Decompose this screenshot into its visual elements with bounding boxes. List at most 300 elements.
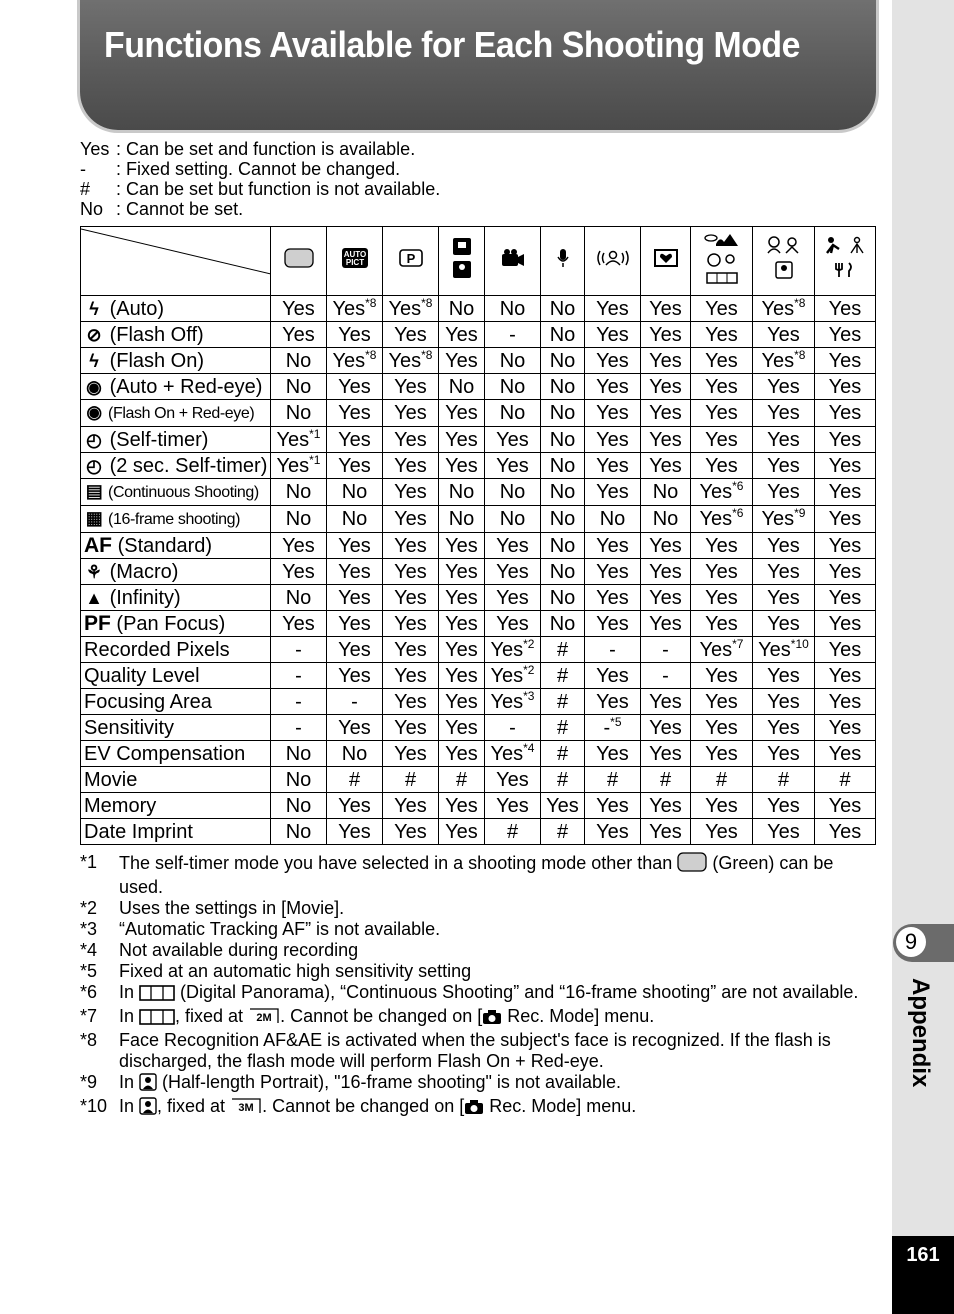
table-cell — [271, 767, 327, 793]
table-cell — [271, 348, 327, 374]
table-cell — [439, 506, 485, 533]
table-cell — [271, 533, 327, 559]
cell-value: Yes — [394, 742, 427, 765]
legend-text: : Fixed setting. Cannot be changed. — [116, 159, 401, 179]
row-label-text: Recorded Pixels — [84, 638, 230, 661]
table-cell — [815, 374, 876, 400]
footnote-text — [119, 1072, 875, 1096]
table-cell — [585, 715, 641, 741]
cell-value: Yes — [445, 454, 478, 477]
half-length-portrait-icon — [139, 1073, 157, 1096]
cell-value: Yes — [649, 534, 682, 557]
mode-column-header — [691, 227, 753, 296]
table-cell — [585, 479, 641, 506]
recorded-pixels-2m-icon — [248, 1007, 280, 1030]
table-row — [81, 322, 876, 348]
cell-value: Yes — [394, 375, 427, 398]
table-cell — [753, 453, 815, 479]
cell-value: Yes — [828, 534, 862, 557]
cell-value: Yes — [394, 481, 427, 503]
table-cell — [753, 819, 815, 845]
cell-value: No — [652, 508, 679, 530]
row-label-text: Memory — [84, 794, 157, 817]
af-standard-icon: AF — [84, 533, 112, 557]
landscape-flower-panorama-icon — [702, 230, 742, 292]
footnote-text-part: Fixed at an automatic high sensitivity setting — [119, 961, 472, 981]
table-cell — [327, 506, 383, 533]
table-cell — [753, 767, 815, 793]
row-label-text: Movie — [84, 768, 138, 791]
cell-value: Yes — [394, 716, 427, 739]
footnote-text-part: . Cannot be changed on [ — [280, 1006, 483, 1026]
table-cell — [541, 427, 585, 453]
cell-value: Yes — [546, 794, 579, 817]
table-cell — [585, 611, 641, 637]
table-cell — [641, 427, 691, 453]
pixel-badge-text: 2M — [256, 1012, 272, 1024]
cell-value: Yes — [445, 560, 478, 583]
cell-value: Yes — [699, 481, 733, 503]
cell-value: Yes — [649, 716, 682, 739]
footnote-ref: *6 — [732, 479, 744, 493]
cell-value: No — [285, 481, 312, 503]
cell-value: No — [285, 402, 312, 424]
table-cell — [641, 793, 691, 819]
table-cell — [691, 715, 753, 741]
cell-value: Yes — [338, 794, 371, 817]
mode-column-header — [271, 227, 327, 296]
table-cell — [753, 793, 815, 819]
footnote-text-part: Rec. Mode] menu. — [484, 1096, 637, 1116]
header-banner — [80, 0, 876, 130]
cell-value: No — [285, 375, 312, 398]
table-cell — [641, 741, 691, 767]
cell-value: # — [556, 768, 569, 791]
flash-auto-icon: ϟ — [89, 298, 99, 319]
table-cell — [439, 400, 485, 427]
table-cell — [327, 793, 383, 819]
table-cell — [439, 533, 485, 559]
table-cell — [327, 374, 383, 400]
table-cell — [641, 374, 691, 400]
cell-value: No — [499, 508, 526, 530]
table-cell — [327, 296, 383, 322]
cell-value: No — [499, 349, 526, 372]
row-label — [81, 374, 271, 400]
cell-value: Yes — [828, 560, 862, 583]
cell-value: Yes — [705, 690, 738, 713]
table-cell — [585, 400, 641, 427]
table-cell — [585, 374, 641, 400]
table-cell — [585, 533, 641, 559]
footnote-ref: *8 — [794, 295, 806, 310]
table-cell — [753, 506, 815, 533]
program-mode-icon — [398, 248, 424, 274]
cell-value: # — [556, 638, 569, 661]
table-cell — [753, 348, 815, 374]
cell-value: Yes — [767, 560, 800, 583]
cell-value: Yes — [332, 349, 366, 372]
row-label — [81, 715, 271, 741]
cell-value: - — [295, 690, 302, 713]
row-label-text: (Flash On) — [109, 349, 205, 372]
table-row — [81, 427, 876, 453]
table-cell — [815, 767, 876, 793]
cell-value: Yes — [649, 323, 682, 346]
table-cell — [485, 322, 541, 348]
cell-value: Yes — [828, 612, 862, 635]
cell-value: No — [341, 481, 368, 503]
footnote — [80, 1096, 875, 1120]
table-cell — [691, 479, 753, 506]
cell-value: # — [404, 768, 417, 791]
row-label-text: (Flash Off) — [109, 323, 204, 346]
cell-value: Yes — [649, 742, 682, 765]
corner-diagonal-line — [81, 227, 271, 296]
table-cell — [585, 559, 641, 585]
table-cell — [815, 819, 876, 845]
table-cell — [691, 663, 753, 689]
row-label-text: (Self-timer) — [109, 428, 209, 451]
cell-value: Yes — [596, 586, 629, 609]
footnote-text — [119, 1030, 875, 1072]
table-cell — [541, 637, 585, 663]
camera-icon — [464, 1099, 484, 1120]
cell-value: Yes — [496, 586, 529, 609]
cell-value: Yes — [445, 794, 478, 817]
table-cell — [271, 741, 327, 767]
cell-value: Yes — [761, 297, 795, 320]
row-label — [81, 741, 271, 767]
two-sec-self-timer-icon: ◴ — [86, 455, 102, 476]
table-cell — [383, 715, 439, 741]
cell-value: Yes — [282, 297, 315, 320]
mode-column-header — [439, 227, 485, 296]
cell-value: # — [506, 820, 519, 843]
table-cell — [327, 819, 383, 845]
table-cell — [815, 637, 876, 663]
cell-value: Yes — [828, 428, 862, 451]
cell-value: Yes — [490, 690, 524, 713]
cell-value: Yes — [445, 690, 478, 713]
sixteen-frame-icon: ▦ — [85, 508, 103, 528]
footnote-text-part: In — [119, 1096, 140, 1116]
cell-value: # — [455, 768, 468, 791]
table-cell — [691, 453, 753, 479]
table-cell — [641, 322, 691, 348]
legend-text: : Can be set and function is available. — [116, 139, 416, 159]
table-cell — [585, 322, 641, 348]
flash-off-icon: ⊘ — [86, 324, 102, 345]
cell-value: Yes — [705, 794, 738, 817]
row-label-text: EV Compensation — [84, 742, 246, 765]
cell-value: Yes — [828, 716, 862, 739]
cell-value: Yes — [705, 664, 738, 687]
cell-value: No — [549, 323, 576, 346]
digital-panorama-icon — [139, 1009, 175, 1030]
table-cell — [641, 637, 691, 663]
table-cell — [327, 533, 383, 559]
cell-value: Yes — [445, 612, 478, 635]
cell-value: No — [549, 612, 576, 635]
table-row — [81, 663, 876, 689]
table-cell — [585, 819, 641, 845]
cell-value: Yes — [596, 560, 629, 583]
table-cell — [753, 322, 815, 348]
self-timer-icon: ◴ — [86, 429, 102, 450]
footnote-text-part: “Automatic Tracking AF” is not available. — [119, 919, 441, 939]
cell-value: # — [606, 768, 619, 791]
cell-value: No — [285, 508, 312, 530]
row-label-text: (Auto) — [109, 297, 165, 320]
table-cell — [439, 453, 485, 479]
table-cell — [383, 767, 439, 793]
footnote-text — [119, 982, 875, 1006]
table-cell — [271, 611, 327, 637]
table-cell — [585, 453, 641, 479]
table-cell — [271, 453, 327, 479]
cell-value: Yes — [767, 454, 800, 477]
table-cell — [383, 479, 439, 506]
cell-value: Yes — [282, 534, 315, 557]
footnote-ref: *5 — [610, 714, 622, 729]
table-cell — [691, 533, 753, 559]
cell-value: No — [499, 297, 526, 320]
cell-value: Yes — [828, 742, 862, 765]
table-cell — [383, 819, 439, 845]
footnote-text-part: , fixed at — [157, 1096, 231, 1116]
table-cell — [271, 819, 327, 845]
table-cell — [541, 348, 585, 374]
table-cell — [439, 819, 485, 845]
cell-value: Yes — [596, 297, 629, 320]
table-cell — [485, 767, 541, 793]
table-cell — [585, 348, 641, 374]
table-cell — [485, 479, 541, 506]
cell-value: Yes — [828, 638, 862, 661]
row-label — [81, 611, 271, 637]
cell-value: Yes — [394, 454, 427, 477]
table-cell — [271, 793, 327, 819]
table-cell — [691, 741, 753, 767]
mode-column-header — [327, 227, 383, 296]
digital-sr-icon — [596, 247, 630, 275]
table-cell — [585, 793, 641, 819]
cell-value: Yes — [338, 820, 371, 843]
cell-value: Yes — [596, 534, 629, 557]
cell-value: Yes — [596, 664, 629, 687]
cell-value: Yes — [596, 428, 629, 451]
cell-value: Yes — [496, 612, 529, 635]
cell-value: Yes — [699, 508, 733, 530]
cell-value: Yes — [596, 375, 629, 398]
table-cell — [753, 296, 815, 322]
cell-value: No — [549, 586, 576, 609]
shooting-mode-table — [80, 226, 876, 845]
cell-value: - — [351, 690, 358, 713]
footnote-text-part: Rec. Mode] menu. — [502, 1006, 655, 1026]
cell-value: Yes — [699, 638, 733, 661]
cell-value: No — [341, 508, 368, 530]
row-label — [81, 819, 271, 845]
table-cell — [753, 663, 815, 689]
footnote — [80, 1006, 875, 1030]
table-cell — [753, 715, 815, 741]
cell-value: No — [549, 428, 576, 451]
cell-value: Yes — [596, 323, 629, 346]
table-cell — [439, 559, 485, 585]
table-cell — [327, 689, 383, 715]
table-cell — [327, 715, 383, 741]
half-length-portrait-icon — [139, 1097, 157, 1120]
cell-value: Yes — [388, 349, 422, 372]
cell-value: Yes — [496, 768, 529, 791]
cell-value: Yes — [705, 323, 738, 346]
row-label-text: (Macro) — [109, 560, 179, 583]
row-label — [81, 427, 271, 453]
cell-value: Yes — [705, 534, 738, 557]
legend-item — [80, 199, 440, 219]
cell-value: # — [348, 768, 361, 791]
cell-value: Yes — [596, 402, 629, 424]
footnote-ref: *9 — [794, 506, 806, 520]
table-cell — [691, 559, 753, 585]
cell-value: Yes — [394, 428, 427, 451]
cell-value: No — [285, 349, 312, 372]
footnote-text-part: In — [119, 1072, 140, 1092]
footnote-text-part: Uses the settings in [Movie]. — [119, 898, 345, 918]
cell-value: No — [285, 794, 312, 817]
legend-key: # — [80, 179, 91, 199]
table-cell — [271, 506, 327, 533]
row-label-text: (Flash On + Red-eye) — [108, 405, 255, 422]
cell-value: Yes — [649, 297, 682, 320]
table-row — [81, 400, 876, 427]
footnote-text — [119, 919, 875, 940]
mode-column-header — [585, 227, 641, 296]
cell-value: - — [509, 323, 516, 346]
table-row — [81, 689, 876, 715]
cell-value: Yes — [338, 560, 371, 583]
table-cell — [641, 533, 691, 559]
cell-value: Yes — [394, 638, 427, 661]
table-cell — [641, 767, 691, 793]
table-cell — [641, 715, 691, 741]
cell-value: # — [839, 768, 851, 791]
table-row — [81, 374, 876, 400]
table-row — [81, 741, 876, 767]
flash-on-red-eye-icon: ◉ — [86, 402, 102, 422]
cell-value: Yes — [596, 820, 629, 843]
footnote-key: *9 — [80, 1072, 98, 1092]
cell-value: Yes — [649, 794, 682, 817]
footnote-ref: *3 — [523, 688, 535, 703]
cell-value: Yes — [596, 349, 629, 372]
table-cell — [541, 296, 585, 322]
table-cell — [691, 689, 753, 715]
legend-item — [80, 159, 440, 179]
table-cell — [485, 559, 541, 585]
table-cell — [439, 715, 485, 741]
cell-value: Yes — [490, 638, 524, 661]
table-cell — [585, 767, 641, 793]
footnote-text-part: , fixed at — [175, 1006, 249, 1026]
table-cell — [541, 322, 585, 348]
footnote-text-part: In — [119, 1006, 140, 1026]
table-cell — [271, 663, 327, 689]
row-label — [81, 689, 271, 715]
table-cell — [641, 819, 691, 845]
table-cell — [271, 689, 327, 715]
footnote — [80, 852, 875, 898]
cell-value: No — [285, 742, 312, 765]
cell-value: Yes — [828, 690, 862, 713]
cell-value: No — [448, 481, 475, 503]
table-cell — [439, 611, 485, 637]
footnote-text-part: Not available during recording — [119, 940, 359, 960]
footnote — [80, 940, 875, 961]
green-mode-icon — [677, 852, 707, 877]
page-title: Functions Available for Each Shooting Mode — [104, 24, 800, 65]
table-cell — [541, 506, 585, 533]
cell-value: - — [509, 716, 516, 739]
table-cell — [815, 479, 876, 506]
cell-value: Yes — [394, 508, 427, 530]
footnote-text-part: In — [119, 982, 140, 1002]
table-cell — [439, 663, 485, 689]
table-cell — [271, 559, 327, 585]
table-cell — [383, 533, 439, 559]
table-cell — [383, 559, 439, 585]
footnote-key: *4 — [80, 940, 98, 960]
digital-panorama-icon — [139, 985, 175, 1006]
table-cell — [641, 348, 691, 374]
table-cell — [383, 322, 439, 348]
table-cell — [383, 689, 439, 715]
table-cell — [641, 559, 691, 585]
footnote-key: *8 — [80, 1030, 98, 1050]
table-cell — [485, 663, 541, 689]
table-cell — [691, 585, 753, 611]
table-cell — [541, 479, 585, 506]
footnote-ref: *8 — [365, 295, 377, 310]
footnote-text-part: (Green) can be used. — [119, 853, 834, 897]
table-row — [81, 506, 876, 533]
cell-value: No — [285, 820, 312, 843]
table-cell — [485, 741, 541, 767]
cell-value: Yes — [445, 349, 478, 372]
table-cell — [485, 374, 541, 400]
table-cell — [327, 453, 383, 479]
footnote-text-part: . Cannot be changed on [ — [262, 1096, 465, 1116]
table-cell — [439, 322, 485, 348]
cell-value: Yes — [276, 428, 310, 451]
cell-value: Yes — [596, 794, 629, 817]
table-cell — [541, 533, 585, 559]
row-label-text: (Auto + Red-eye) — [109, 375, 263, 398]
cell-value: Yes — [282, 560, 315, 583]
cell-value: Yes — [338, 716, 371, 739]
table-cell — [753, 559, 815, 585]
cell-value: Yes — [338, 428, 371, 451]
cell-value: Yes — [338, 612, 371, 635]
cell-value: Yes — [767, 612, 800, 635]
table-cell — [485, 715, 541, 741]
table-row — [81, 559, 876, 585]
cell-value: Yes — [445, 323, 478, 346]
footnote-ref: *6 — [732, 506, 744, 520]
table-cell — [485, 793, 541, 819]
